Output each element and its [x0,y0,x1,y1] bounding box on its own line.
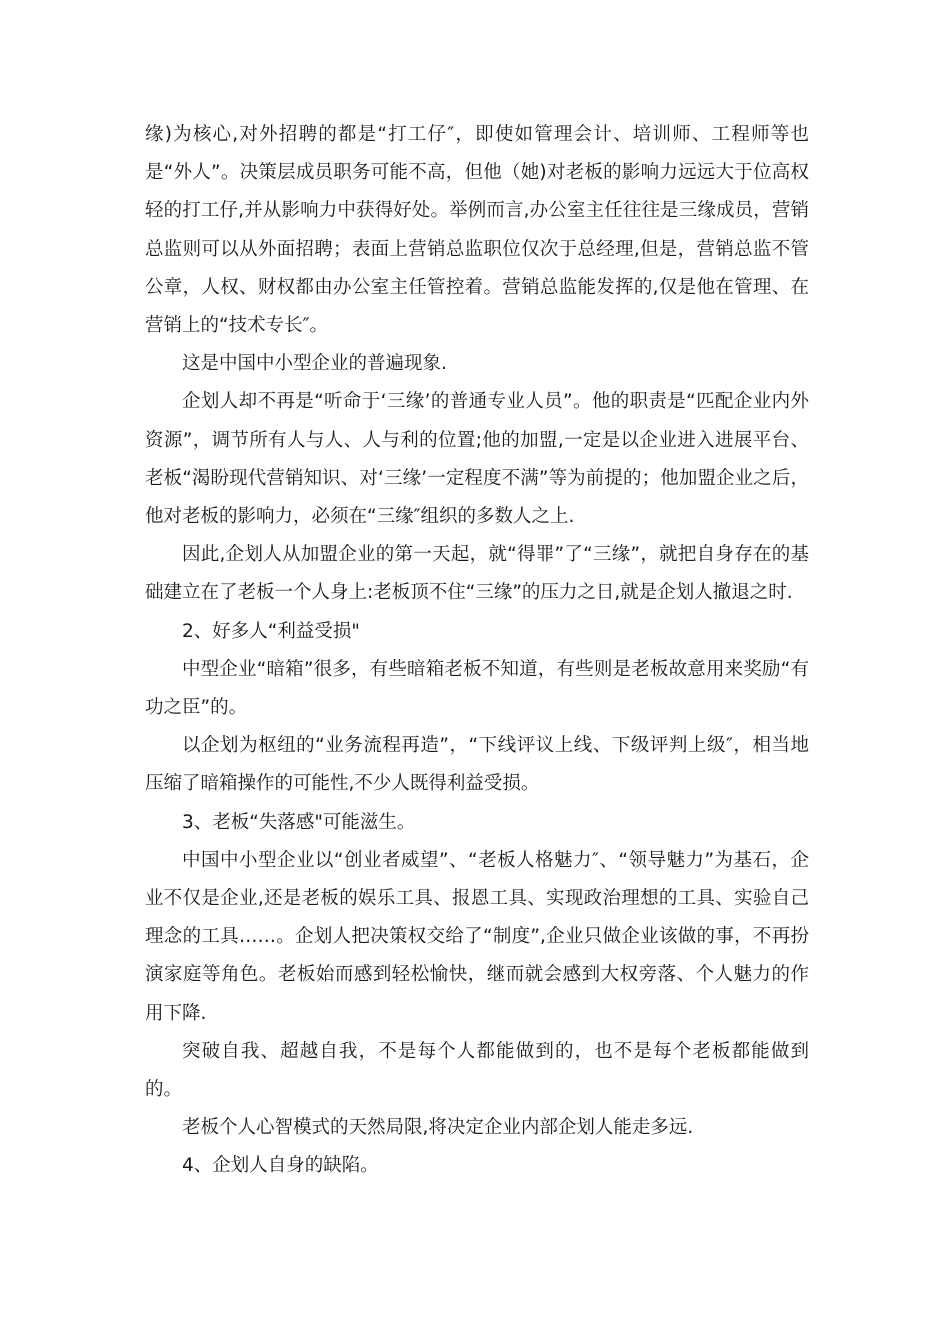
paragraph-6: 中型企业“暗箱”很多，有些暗箱老板不知道，有些则是老板故意用来奖励“有功之臣”的。 [145,658,809,719]
section-heading-2: 2、好多人“利益受损" [182,620,360,642]
paragraph-2: 这是中国中小型企业的普遍现象. [182,353,447,375]
document-body [145,116,809,1186]
paragraph-11: 老板个人心智模式的天然局限,将决定企业内部企划人能走多远. [182,1117,694,1139]
paragraph-3: 企划人却不再是“听命于‘三缘’的普通专业人员”。他的职责是“匹配企业内外资源”，调节所有人与人、人与利的位置;他的加盟,一定是以企业进入进展平台、老板“渴盼现代营销知识、对‘三缘’一定程度不满”等为前提的；他加盟企业之后，他对老板的影响力，必须在“三缘″组织的多数人之上. [145,391,809,528]
section-heading-4: 4、企划人自身的缺陷。 [182,1155,379,1177]
paragraph-7: 以企划为枢纽的“业务流程再造”，“下线评议上线、下级评判上级″，相当地压缩了暗箱操作的可能性,不少人既得利益受损。 [145,735,809,795]
section-heading-3: 3、老板“失落感"可能滋生。 [182,811,416,833]
paragraph-9: 中国中小型企业以“创业者威望”、“老板人格魅力″、“领导魅力”为基石，企业不仅是企业,还是老板的娱乐工具、报恩工具、实现政治理想的工具、实验自己理念的工具……。企划人把决策权交给了“制度”,企业只做企业该做的事，不再扮演家庭等角色。老板始而感到轻松愉快，继而就会感到大权旁落、个人魅力的作用下降. [145,849,809,1024]
paragraph-1: 缘)为核心,对外招聘的都是“打工仔″，即使如管理会计、培训师、工程师等也是“外人”。决策层成员职务可能不高，但他（她)对老板的影响力远远大于位高权轻的打工仔,并从影响力中获得好处。举例而言,办公室主任往往是三缘成员，营销总监则可以从外面招聘；表面上营销总监职位仅次于总经理,但是，营销总监不管公章，人权、财权都由办公室主任管控着。营销总监能发挥的,仅是他在管理、在营销上的“技术专长″。 [145,124,809,337]
paragraph-10: 突破自我、超越自我，不是每个人都能做到的，也不是每个老板都能做到的。 [145,1040,809,1101]
paragraph-4: 因此,企划人从加盟企业的第一天起，就“得罪”了“三缘”，就把自身存在的基础建立在了老板一个人身上:老板顶不住“三缘”的压力之日,就是企划人撤退之时. [145,544,809,604]
